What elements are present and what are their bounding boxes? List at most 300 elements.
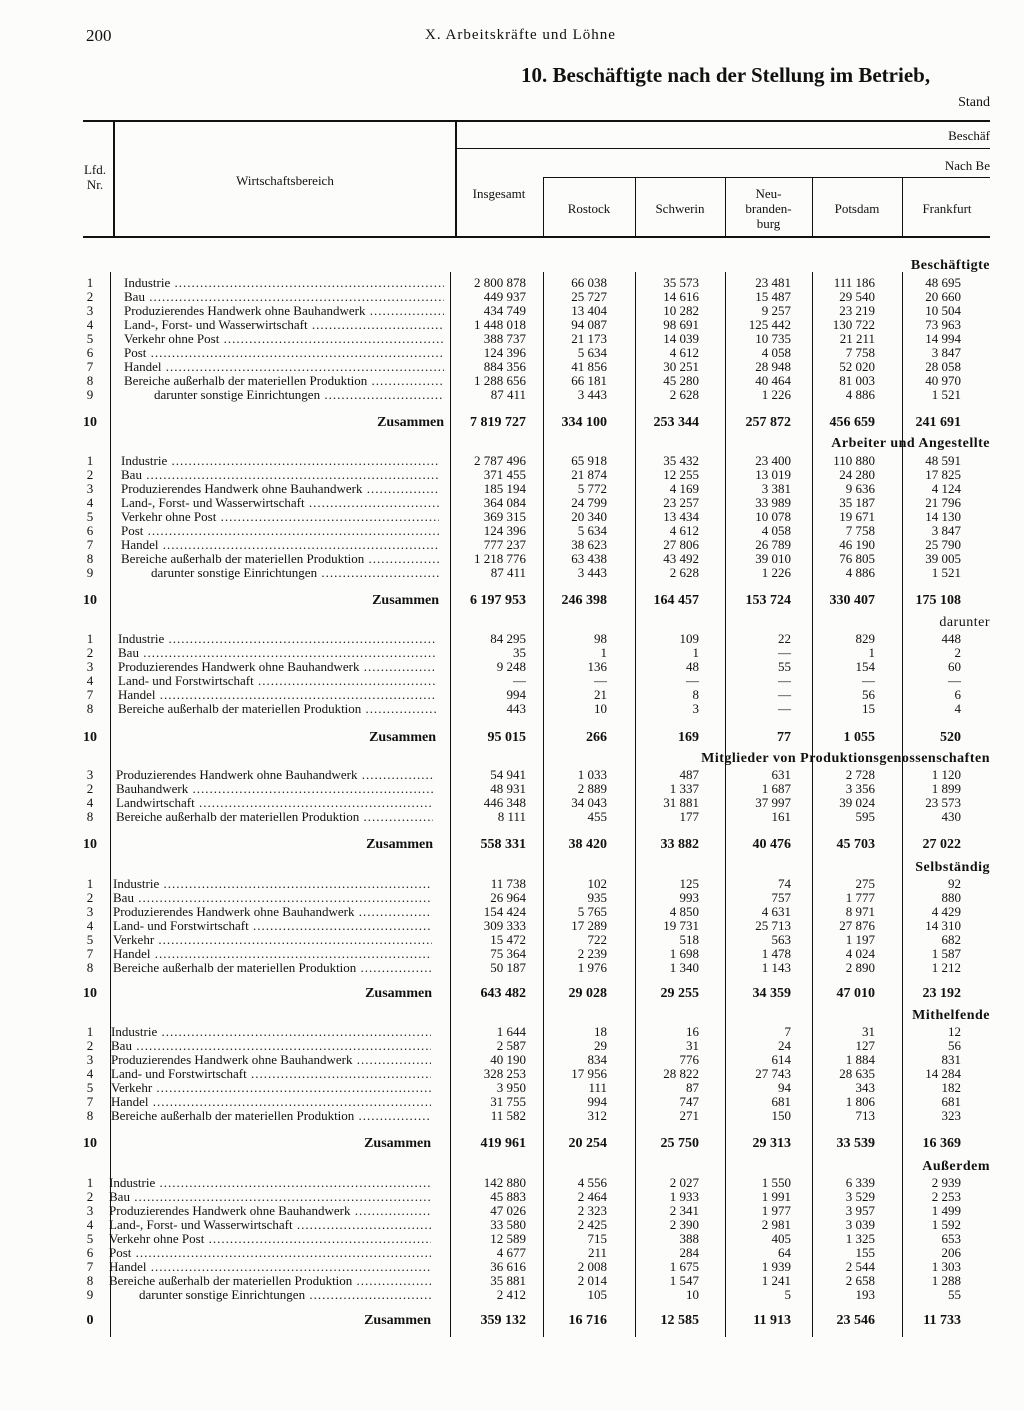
cell-value: 10 282: [663, 303, 699, 318]
cell-value: 21 796: [925, 495, 961, 510]
total-value: 456 659: [829, 415, 875, 430]
cell-value: 2 787 496: [474, 453, 526, 468]
cell-value: 3 443: [577, 387, 607, 402]
table-row: [0, 1218, 1024, 1232]
cell-value: 1 977: [761, 1203, 791, 1218]
cell-value: 23 481: [755, 275, 791, 290]
row-label: Bereiche außerhalb der materiellen Produktion .....: [109, 1274, 431, 1288]
cell-value: 2 014: [577, 1273, 607, 1288]
row-label: Land- und Forstwirtschaft .....: [111, 1067, 431, 1081]
cell-value: 33 580: [490, 1217, 526, 1232]
cell-value: 405: [771, 1231, 791, 1246]
row-number: 4: [86, 1066, 94, 1081]
row-label: Bauhandwerk .....: [116, 782, 433, 796]
row-number: 0: [86, 1313, 94, 1328]
total-value: 246 398: [561, 593, 607, 608]
cell-value: 18: [594, 1024, 607, 1039]
total-value: 34 359: [752, 986, 791, 1001]
cell-value: 1 288 656: [474, 373, 526, 388]
cell-value: 2 341: [669, 1203, 699, 1218]
row-number: 9: [86, 1287, 94, 1302]
cell-value: 1 644: [496, 1024, 526, 1039]
cell-value: 1 448 018: [474, 317, 526, 332]
table-row: [0, 510, 1024, 524]
cell-value: 5: [784, 1287, 791, 1302]
row-number: 5: [86, 932, 94, 947]
cell-value: 31: [686, 1038, 699, 1053]
cell-value: 2 253: [931, 1189, 961, 1204]
row-number: 1: [86, 631, 94, 646]
total-value: 29 255: [660, 986, 699, 1001]
cell-value: 994: [587, 1094, 607, 1109]
row-number: 2: [86, 890, 94, 905]
cell-value: 3 381: [761, 481, 791, 496]
cell-value: 14 039: [663, 331, 699, 346]
cell-value: 1 218 776: [474, 551, 526, 566]
cell-value: 154: [855, 659, 875, 674]
table-row: [0, 688, 1024, 702]
cell-value: 98 691: [663, 317, 699, 332]
cell-value: 142 880: [483, 1175, 526, 1190]
table-row: [0, 1039, 1024, 1053]
cell-value: 443: [506, 701, 526, 716]
row-number: 3: [86, 659, 94, 674]
table-row: [0, 552, 1024, 566]
cell-value: 35 432: [663, 453, 699, 468]
cell-value: 15 472: [490, 932, 526, 947]
row-label: Produzierendes Handwerk ohne Bauhandwerk .....: [124, 304, 444, 318]
cell-value: 35 573: [663, 275, 699, 290]
cell-value: 39 010: [755, 551, 791, 566]
cell-value: 1 197: [845, 932, 875, 947]
cell-value: 3 847: [931, 345, 961, 360]
cell-value: 14 130: [925, 509, 961, 524]
table-row: [0, 318, 1024, 332]
cell-value: 4: [954, 701, 961, 716]
table-row: [0, 702, 1024, 716]
table-row: [0, 1232, 1024, 1246]
cell-value: 3 443: [577, 565, 607, 580]
cell-value: —: [778, 687, 791, 702]
cell-value: 713: [855, 1108, 875, 1123]
cell-value: 1 884: [845, 1052, 875, 1067]
row-number: 8: [86, 960, 94, 975]
row-label: Industrie .....: [111, 1025, 431, 1039]
total-value: 1 055: [843, 730, 875, 745]
row-number: 6: [86, 345, 94, 360]
cell-value: 10: [686, 1287, 699, 1302]
row-number: 6: [86, 523, 94, 538]
row-label: Produzierendes Handwerk ohne Bauhandwerk .....: [113, 905, 432, 919]
cell-value: 2 027: [669, 1175, 699, 1190]
cell-value: 722: [587, 932, 607, 947]
total-value: 29 028: [568, 986, 607, 1001]
row-label: Land-, Forst- und Wasserwirtschaft .....: [124, 318, 444, 332]
cell-value: 74: [778, 876, 791, 891]
cell-value: 17 289: [571, 918, 607, 933]
cell-value: 17 956: [571, 1066, 607, 1081]
row-number: 7: [86, 946, 94, 961]
total-value: 45 703: [836, 837, 875, 852]
row-number: 3: [86, 1052, 94, 1067]
cell-value: 1: [600, 645, 607, 660]
total-value: 29 313: [752, 1136, 791, 1151]
cell-value: 7: [784, 1024, 791, 1039]
cell-value: 110 880: [833, 453, 875, 468]
cell-value: 35 881: [490, 1273, 526, 1288]
cell-value: 2 464: [577, 1189, 607, 1204]
cell-value: 776: [679, 1052, 699, 1067]
header-neubrandenburg-line: burg: [756, 216, 781, 231]
cell-value: 448: [941, 631, 961, 646]
total-row: [0, 1137, 1024, 1151]
table-row: [0, 1246, 1024, 1260]
table-row: [0, 1067, 1024, 1081]
cell-value: 65 918: [571, 453, 607, 468]
row-number: 4: [86, 795, 94, 810]
cell-value: 161: [771, 809, 791, 824]
cell-value: 27 806: [663, 537, 699, 552]
cell-value: 682: [941, 932, 961, 947]
cell-value: 3 356: [845, 781, 875, 796]
total-value: 643 482: [480, 986, 526, 1001]
total-row: [0, 731, 1024, 745]
cell-value: 48 695: [925, 275, 961, 290]
cell-value: 81 003: [839, 373, 875, 388]
cell-value: 94 087: [571, 317, 607, 332]
section-title: Außerdem: [922, 1159, 990, 1174]
cell-value: 2 890: [845, 960, 875, 975]
total-value: 16 369: [922, 1136, 961, 1151]
cell-value: 12 255: [663, 467, 699, 482]
total-row: [0, 987, 1024, 1001]
cell-value: 388 737: [483, 331, 526, 346]
cell-value: 48 591: [925, 453, 961, 468]
cell-value: 4 429: [931, 904, 961, 919]
row-number: 10: [83, 730, 97, 745]
cell-value: 2 390: [669, 1217, 699, 1232]
cell-value: 40 464: [755, 373, 791, 388]
row-label: Verkehr ohne Post .....: [124, 332, 444, 346]
cell-value: 449 937: [483, 289, 526, 304]
row-number: 10: [83, 986, 97, 1001]
total-value: 359 132: [480, 1313, 526, 1328]
row-number: 3: [86, 767, 94, 782]
table-row: [0, 1081, 1024, 1095]
total-value: 77: [777, 730, 791, 745]
table-row: [0, 482, 1024, 496]
cell-value: 8 971: [845, 904, 875, 919]
row-number: 10: [83, 1136, 97, 1151]
cell-value: 20 340: [571, 509, 607, 524]
cell-value: 614: [771, 1052, 791, 1067]
total-value: 25 750: [660, 1136, 699, 1151]
cell-value: 1 226: [761, 387, 791, 402]
cell-value: 312: [587, 1108, 607, 1123]
cell-value: 2 628: [669, 387, 699, 402]
cell-value: 10: [594, 701, 607, 716]
cell-value: 1 939: [761, 1259, 791, 1274]
cell-value: 5 772: [577, 481, 607, 496]
table-row: [0, 905, 1024, 919]
section-title: Arbeiter und Angestellte: [831, 436, 990, 451]
cell-value: 12 589: [490, 1231, 526, 1246]
cell-value: 111: [588, 1080, 607, 1095]
cell-value: 64: [778, 1245, 791, 1260]
table-row: [0, 454, 1024, 468]
cell-value: 1 899: [931, 781, 961, 796]
cell-value: 4 677: [496, 1245, 526, 1260]
row-label: Land-, Forst- und Wasserwirtschaft .....: [121, 496, 439, 510]
header-lfd-nr: Lfd. Nr.: [83, 162, 107, 192]
cell-value: 3: [692, 701, 699, 716]
cell-value: 309 333: [483, 918, 526, 933]
cell-value: —: [778, 673, 791, 688]
row-label: Handel .....: [121, 538, 439, 552]
cell-value: 4 058: [761, 345, 791, 360]
cell-value: 2 412: [496, 1287, 526, 1302]
cell-value: 388: [679, 1231, 699, 1246]
cell-value: 87: [686, 1080, 699, 1095]
row-label: Handel .....: [118, 688, 436, 702]
cell-value: 653: [941, 1231, 961, 1246]
cell-value: 15 487: [755, 289, 791, 304]
cell-value: 185 194: [483, 481, 526, 496]
cell-value: 1 303: [931, 1259, 961, 1274]
cell-value: 595: [855, 809, 875, 824]
cell-value: 34 043: [571, 795, 607, 810]
table-row: [0, 524, 1024, 538]
row-number: 2: [86, 1038, 94, 1053]
row-label: Landwirtschaft .....: [116, 796, 433, 810]
table-row: [0, 891, 1024, 905]
row-number: 6: [86, 1245, 94, 1260]
cell-value: 39 024: [839, 795, 875, 810]
cell-value: 28 948: [755, 359, 791, 374]
total-label: Zusammen: [377, 416, 444, 430]
cell-value: 4 612: [669, 523, 699, 538]
row-label: Industrie .....: [109, 1176, 431, 1190]
cell-value: 31 755: [490, 1094, 526, 1109]
row-label: Handel .....: [124, 360, 444, 374]
section-title: Selbständig: [915, 860, 990, 875]
cell-value: 2 728: [845, 767, 875, 782]
cell-value: 21 173: [571, 331, 607, 346]
table-row: [0, 933, 1024, 947]
table-row: [0, 810, 1024, 824]
cell-value: 87 411: [490, 387, 526, 402]
row-number: 4: [86, 918, 94, 933]
cell-value: 777 237: [483, 537, 526, 552]
total-value: 164 457: [653, 593, 699, 608]
cell-value: 3 529: [845, 1189, 875, 1204]
cell-value: —: [594, 673, 607, 688]
total-value: 330 407: [829, 593, 875, 608]
cell-value: 4 169: [669, 481, 699, 496]
cell-value: 45 883: [490, 1189, 526, 1204]
cell-value: 2 323: [577, 1203, 607, 1218]
cell-value: 4 024: [845, 946, 875, 961]
page-number: 200: [86, 26, 112, 45]
header-col-schwerin: Schwerin: [655, 201, 705, 216]
cell-value: 631: [771, 767, 791, 782]
total-row: [0, 838, 1024, 852]
table-row: [0, 1095, 1024, 1109]
row-number: 5: [86, 1231, 94, 1246]
cell-value: 92: [948, 876, 961, 891]
row-number: 9: [86, 565, 94, 580]
total-value: 23 192: [922, 986, 961, 1001]
cell-value: 5 634: [577, 523, 607, 538]
table-row: [0, 538, 1024, 552]
cell-value: 19 671: [839, 509, 875, 524]
cell-value: 2 658: [845, 1273, 875, 1288]
cell-value: 10 735: [755, 331, 791, 346]
header-col-rostock: Rostock: [567, 201, 611, 216]
row-label: Bau .....: [111, 1039, 431, 1053]
table-row: [0, 332, 1024, 346]
cell-value: 6 339: [845, 1175, 875, 1190]
row-label: Land- und Forstwirtschaft .....: [113, 919, 432, 933]
cell-value: 10 504: [925, 303, 961, 318]
cell-value: 3 957: [845, 1203, 875, 1218]
cell-value: 2 800 878: [474, 275, 526, 290]
cell-value: 2 008: [577, 1259, 607, 1274]
cell-value: 993: [679, 890, 699, 905]
cell-value: 2 587: [496, 1038, 526, 1053]
cell-value: 2 981: [761, 1217, 791, 1232]
cell-value: 50 187: [490, 960, 526, 975]
cell-value: 31 881: [663, 795, 699, 810]
cell-value: 3 039: [845, 1217, 875, 1232]
cell-value: 25 727: [571, 289, 607, 304]
running-head: X. Arbeitskräfte und Löhne: [425, 27, 616, 43]
header-wirtschaftsbereich: Wirtschaftsbereich: [236, 173, 334, 188]
table-row: [0, 496, 1024, 510]
row-label: Industrie .....: [121, 454, 439, 468]
cell-value: 87 411: [490, 565, 526, 580]
cell-value: 1 499: [931, 1203, 961, 1218]
row-number: 2: [86, 467, 94, 482]
row-number: 8: [86, 1273, 94, 1288]
cell-value: 1 675: [669, 1259, 699, 1274]
cell-value: 371 455: [483, 467, 526, 482]
cell-value: 55: [948, 1287, 961, 1302]
table-row: [0, 1109, 1024, 1123]
row-number: 8: [86, 809, 94, 824]
cell-value: 829: [855, 631, 875, 646]
cell-value: 3 950: [496, 1080, 526, 1095]
cell-value: 26 964: [490, 890, 526, 905]
row-label: Verkehr .....: [111, 1081, 431, 1095]
cell-value: 4 886: [845, 387, 875, 402]
cell-value: 40 190: [490, 1052, 526, 1067]
table-row: [0, 468, 1024, 482]
row-number: 10: [83, 593, 97, 608]
cell-value: 275: [855, 876, 875, 891]
cell-value: 1 521: [931, 387, 961, 402]
cell-value: 55: [778, 659, 791, 674]
cell-value: 1: [692, 645, 699, 660]
cell-value: 63 438: [571, 551, 607, 566]
cell-value: 125 442: [748, 317, 791, 332]
row-number: 4: [86, 495, 94, 510]
row-label: Produzierendes Handwerk ohne Bauhandwerk .....: [121, 482, 439, 496]
cell-value: 38 623: [571, 537, 607, 552]
cell-value: —: [513, 673, 526, 688]
row-label: Bau .....: [109, 1190, 431, 1204]
cell-value: 831: [941, 1052, 961, 1067]
cell-value: 17 825: [925, 467, 961, 482]
table-row: [0, 1190, 1024, 1204]
cell-value: 102: [587, 876, 607, 891]
cell-value: 127: [855, 1038, 875, 1053]
table-row: [0, 877, 1024, 891]
header-col-frankfurt: Frankfurt: [922, 201, 972, 216]
cell-value: 715: [587, 1231, 607, 1246]
header-col-insgesamt: Insgesamt: [472, 186, 526, 201]
cell-value: 4 850: [669, 904, 699, 919]
row-number: 1: [86, 876, 94, 891]
cell-value: 28 635: [839, 1066, 875, 1081]
cell-value: 2 939: [931, 1175, 961, 1190]
cell-value: 125: [679, 876, 699, 891]
cell-value: 36 616: [490, 1259, 526, 1274]
cell-value: 1 698: [669, 946, 699, 961]
cell-value: 41 856: [571, 359, 607, 374]
table-row: [0, 374, 1024, 388]
cell-value: 124 396: [483, 345, 526, 360]
cell-value: 30 251: [663, 359, 699, 374]
section-title: darunter: [939, 615, 990, 630]
cell-value: 37 997: [755, 795, 791, 810]
row-label: Land- und Forstwirtschaft .....: [118, 674, 436, 688]
cell-value: 7 758: [845, 345, 875, 360]
total-value: 12 585: [660, 1313, 699, 1328]
cell-value: 563: [771, 932, 791, 947]
row-label: Post .....: [121, 524, 439, 538]
cell-value: 2 628: [669, 565, 699, 580]
cell-value: 1 991: [761, 1189, 791, 1204]
cell-value: 1 478: [761, 946, 791, 961]
cell-value: 29: [594, 1038, 607, 1053]
cell-value: 10 078: [755, 509, 791, 524]
cell-value: 757: [771, 890, 791, 905]
cell-value: 1 976: [577, 960, 607, 975]
cell-value: 75 364: [490, 946, 526, 961]
cell-value: —: [778, 701, 791, 716]
table-row: [0, 947, 1024, 961]
row-label: darunter sonstige Einrichtungen .....: [124, 388, 444, 402]
cell-value: 66 181: [571, 373, 607, 388]
cell-value: 23 400: [755, 453, 791, 468]
cell-value: 94: [778, 1080, 791, 1095]
section-title: Beschäftigte: [910, 258, 990, 273]
cell-value: —: [778, 645, 791, 660]
row-number: 3: [86, 1203, 94, 1218]
cell-value: 54 941: [490, 767, 526, 782]
cell-value: 21 874: [571, 467, 607, 482]
table-row: [0, 1025, 1024, 1039]
total-row: [0, 416, 1024, 430]
row-label: Bereiche außerhalb der materiellen Produktion .....: [116, 810, 433, 824]
cell-value: 1 587: [931, 946, 961, 961]
cell-value: 1 592: [931, 1217, 961, 1232]
cell-value: 43 492: [663, 551, 699, 566]
cell-value: 15: [862, 701, 875, 716]
total-value: 334 100: [561, 415, 607, 430]
cell-value: 487: [679, 767, 699, 782]
